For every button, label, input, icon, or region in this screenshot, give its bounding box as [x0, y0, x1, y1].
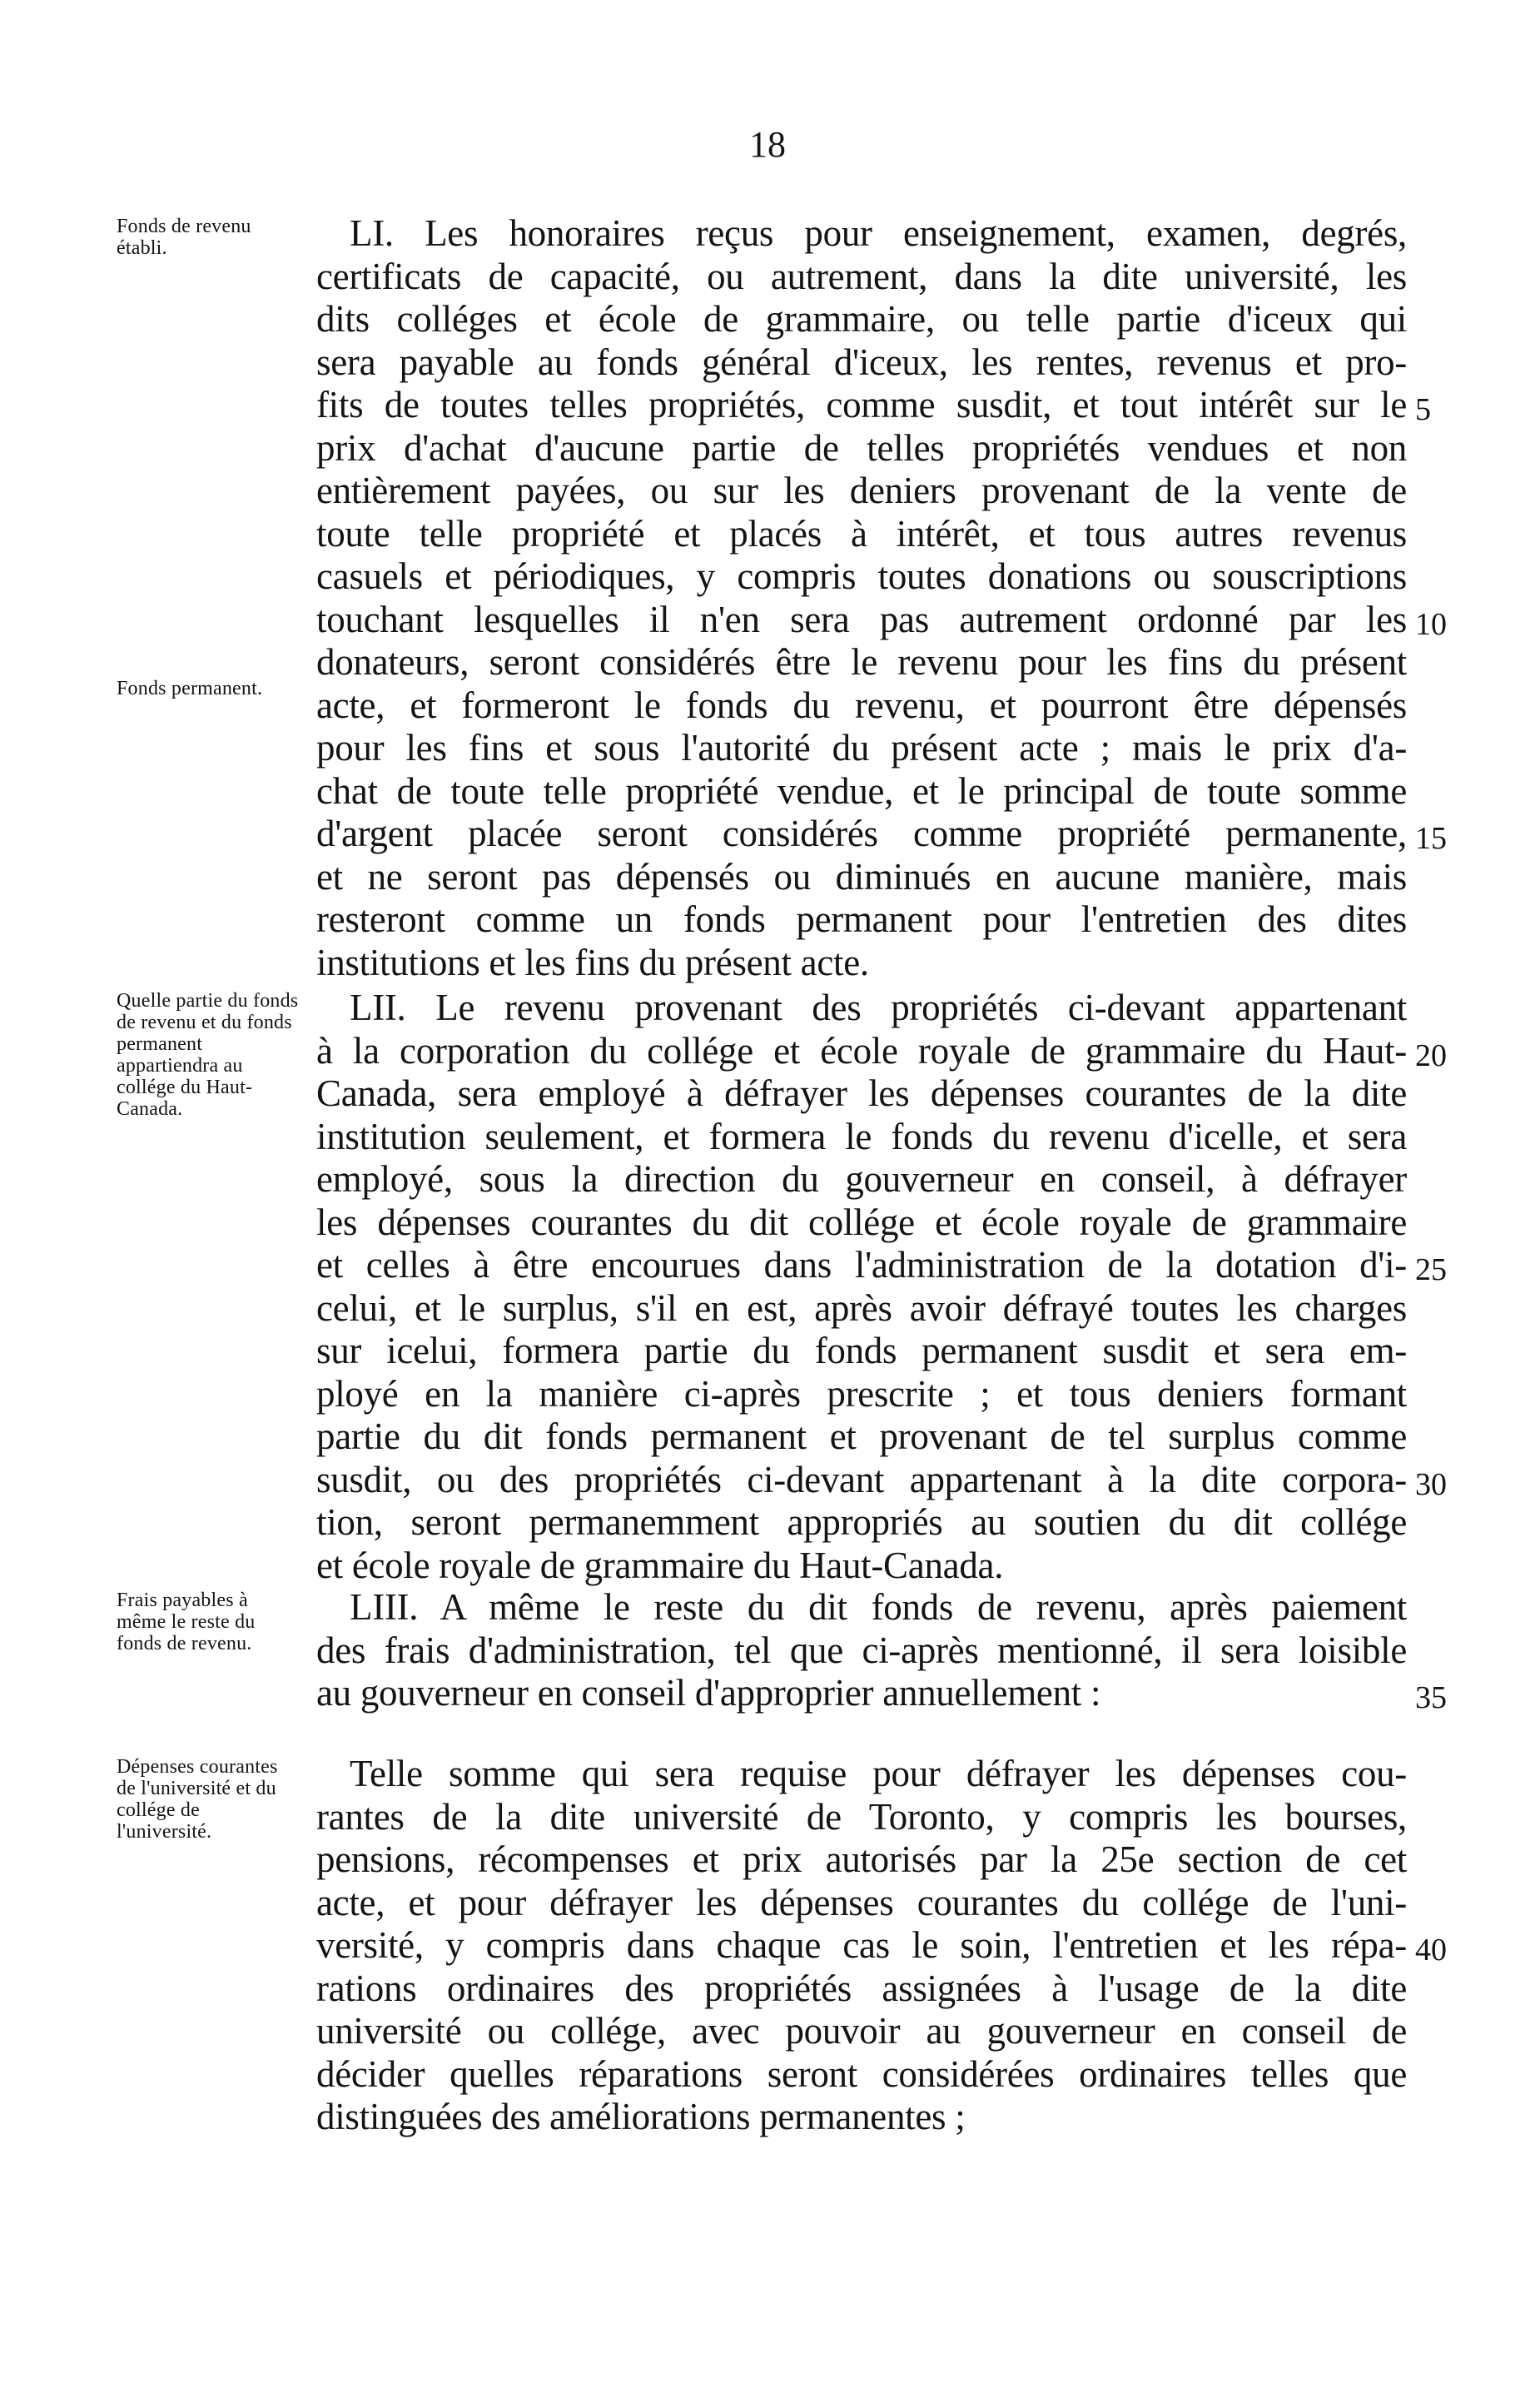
- line-number: 40: [1415, 1933, 1447, 1968]
- text-line: sera payable au fonds général d'iceux, les rentes, revenus et pro-: [316, 341, 1407, 383]
- text-line: partie du dit fonds permanent et provenant de tel surplus comme: [316, 1415, 1407, 1457]
- text-line: université ou collége, avec pouvoir au gouverneur en conseil de: [316, 2010, 1407, 2052]
- text-line: rations ordinaires des propriétés assignées à l'usage de la dite: [316, 1967, 1407, 2009]
- text-line: susdit, ou des propriétés ci-devant appartenant à la dite corpora-: [316, 1458, 1407, 1500]
- text-line: au gouverneur en conseil d'approprier annuellement :: [316, 1672, 1101, 1714]
- text-line: certificats de capacité, ou autrement, dans la dite université, les: [316, 255, 1407, 297]
- text-line: et école royale de grammaire du Haut-Canada.: [316, 1544, 1004, 1586]
- line-number: 15: [1415, 821, 1447, 856]
- line-number: 20: [1415, 1037, 1447, 1073]
- text-line: chat de toute telle propriété vendue, et le principal de toute somme: [316, 769, 1407, 812]
- text-line: touchant lesquelles il n'en sera pas autrement ordonné par les: [316, 598, 1407, 640]
- text-line: LI. Les honoraires reçus pour enseignement, examen, degrés,: [350, 212, 1407, 254]
- margin-note: Fonds de revenu établi.: [117, 216, 251, 259]
- text-line: les dépenses courantes du dit collége et école royale de grammaire: [316, 1201, 1407, 1243]
- text-line: Telle somme qui sera requise pour défrayer les dépenses cou-: [350, 1753, 1407, 1794]
- text-line: pensions, récompenses et prix autorisés par la 25e section de cet: [316, 1838, 1407, 1880]
- margin-note: Fonds permanent.: [117, 678, 263, 699]
- text-line: institutions et les fins du présent acte.: [316, 941, 869, 983]
- text-line: sur icelui, formera partie du fonds permanent susdit et sera em-: [316, 1330, 1407, 1371]
- text-line: et ne seront pas dépensés ou diminués en aucune manière, mais: [316, 855, 1407, 898]
- text-line: employé, sous la direction du gouverneur en conseil, à défrayer: [316, 1158, 1407, 1200]
- text-line: distinguées des améliorations permanentes ;: [316, 2096, 966, 2137]
- text-line: pour les fins et sous l'autorité du présent acte ; mais le prix d'a-: [316, 727, 1407, 769]
- margin-note: Frais payables à même le reste du fonds de revenu.: [117, 1590, 256, 1654]
- line-number: 35: [1415, 1680, 1447, 1715]
- text-line: entièrement payées, ou sur les deniers provenant de la vente de: [316, 470, 1407, 511]
- text-line: celui, et le surplus, s'il en est, après avoir défrayé toutes les charges: [316, 1286, 1407, 1329]
- text-line: d'argent placée seront considérés comme propriété permanente,: [316, 813, 1407, 854]
- text-line: casuels et périodiques, y compris toutes donations ou souscriptions: [316, 555, 1407, 597]
- text-line: versité, y compris dans chaque cas le soin, l'entretien et les répa-: [316, 1924, 1407, 1966]
- margin-note: Quelle partie du fonds de revenu et du fonds permanent appartiendra au collége du Haut-Canada.: [117, 990, 299, 1120]
- text-line: décider quelles réparations seront considérées ordinaires telles que: [316, 2052, 1407, 2095]
- text-line: LII. Le revenu provenant des propriétés ci-devant appartenant: [350, 987, 1407, 1028]
- text-line: Canada, sera employé à défrayer les dépenses courantes de la dite: [316, 1072, 1407, 1114]
- text-line: rantes de la dite université de Toronto, y compris les bourses,: [316, 1795, 1407, 1838]
- text-line: acte, et pour défrayer les dépenses courantes du collége de l'uni-: [316, 1881, 1407, 1923]
- text-line: ployé en la manière ci-après prescrite ; et tous deniers formant: [316, 1372, 1407, 1415]
- text-line: et celles à être encourues dans l'administration de la dotation d'i-: [316, 1244, 1407, 1286]
- text-line: fits de toutes telles propriétés, comme susdit, et tout intérêt sur le: [316, 384, 1407, 425]
- text-line: acte, et formeront le fonds du revenu, et pourront être dépensés: [316, 684, 1407, 726]
- text-line: toute telle propriété et placés à intérêt, et tous autres revenus: [316, 512, 1407, 555]
- line-number: 10: [1415, 606, 1447, 642]
- text-line: tion, seront permanemment appropriés au soutien du dit collége: [316, 1501, 1407, 1543]
- text-line: à la corporation du collége et école royale de grammaire du Haut-: [316, 1029, 1407, 1072]
- page-number: 18: [749, 124, 786, 165]
- text-line: LIII. A même le reste du dit fonds de revenu, après paiement: [350, 1586, 1407, 1628]
- text-line: resteront comme un fonds permanent pour l'entretien des dites: [316, 898, 1407, 940]
- text-line: dits colléges et école de grammaire, ou telle partie d'iceux qui: [316, 298, 1407, 340]
- text-line: des frais d'administration, tel que ci-après mentionné, il sera loisible: [316, 1629, 1407, 1671]
- line-number: 5: [1415, 392, 1431, 427]
- text-line: prix d'achat d'aucune partie de telles propriétés vendues et non: [316, 426, 1407, 469]
- text-line: institution seulement, et formera le fonds du revenu d'icelle, et sera: [316, 1115, 1407, 1157]
- text-line: donateurs, seront considérés être le revenu pour les fins du présent: [316, 641, 1407, 683]
- line-number: 30: [1415, 1466, 1447, 1502]
- margin-note: Dépenses courantes de l'université et du collége de l'université.: [117, 1756, 278, 1843]
- line-number: 25: [1415, 1252, 1447, 1287]
